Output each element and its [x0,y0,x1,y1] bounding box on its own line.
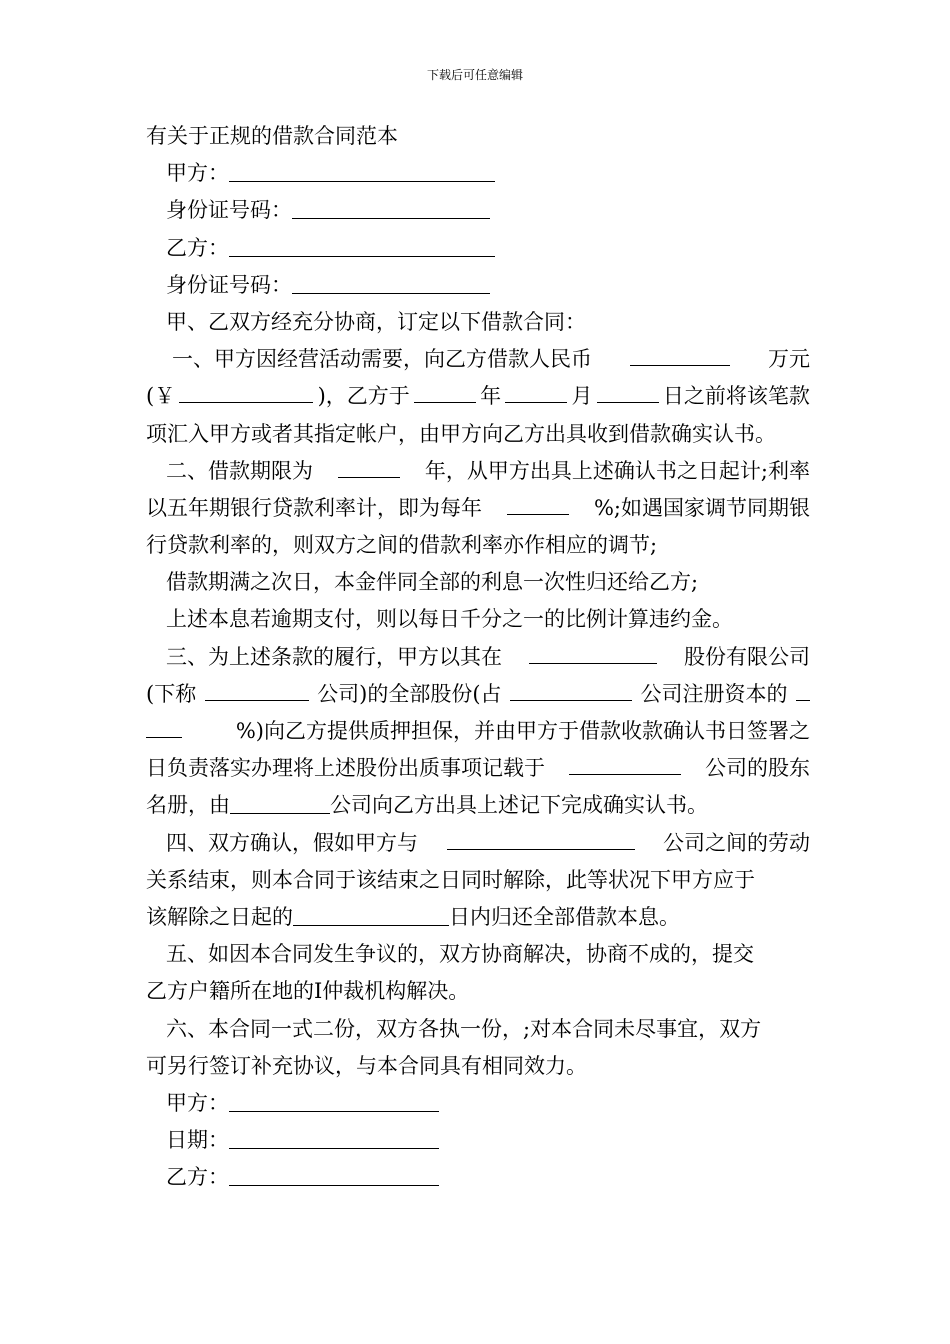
employer-company-blank[interactable] [447,825,635,850]
party-b-id-label: 身份证号码： [166,272,292,297]
page-header: 下载后可任意编辑 [426,68,523,82]
clause6-line2: 可另行签订补充协议，与本合同具有相同效力。 [146,1053,587,1078]
clause4-line2: 关系结束，则本合同于该结束之日同时解除，此等状况下甲方应于 [146,867,755,892]
interest-rate-blank[interactable] [507,490,569,515]
sign-date-blank[interactable] [229,1124,439,1149]
party-a-id-line [146,192,810,229]
clause4-line3 [146,899,810,936]
month-blank[interactable] [505,378,567,403]
clause2-text: 二、借款期限为 [166,458,313,483]
party-a-id-label: 身份证号码： [166,198,292,223]
sign-party-a-blank[interactable] [229,1087,439,1112]
share-percent-blank-start[interactable] [796,676,810,701]
clause2-text: 年，从甲方出具上述确认书之日起计;利率 [424,458,810,483]
clause1-text: 年 [480,384,502,409]
clause4-text: 公司之间的劳动 [663,830,810,855]
sign-date-line [146,1122,810,1159]
contract-title: 有关于正规的借款合同范本 [146,124,398,148]
contract-body [146,118,810,1196]
sign-date-label: 日期： [166,1128,229,1153]
loan-amount-numeric-blank[interactable] [179,378,313,403]
loan-term-blank[interactable] [338,453,400,478]
clause3-text: 三、为上述条款的履行，甲方以其在 [166,644,502,669]
clause2-line4: 借款期满之次日，本金伴同全部的利息一次性归还给乙方; [166,570,699,595]
clause3-text: 股份有限公司 [684,644,810,669]
clause1-text: (￥ [146,384,176,409]
sign-party-b-label: 乙方： [166,1165,229,1190]
clause3-text: 公司)的全部股份(占 [317,681,502,706]
clause3-line3 [146,713,810,750]
clause5-line2: 乙方户籍所在地的I仲裁机构解决。 [146,979,470,1004]
clause3-text: 日负责落实办理将上述股份出质事项记载于 [146,756,545,781]
clause4-text: 四、双方确认，假如甲方与 [166,830,418,855]
party-b-label: 乙方： [166,235,229,260]
clause3-text: %)向乙方提供质押担保，并由甲方于借款收款确认书日签署之 [235,719,810,743]
sign-party-a-label: 甲方： [166,1090,229,1115]
clause3-text: 名册，由 [146,793,230,818]
clause1-line3: 项汇入甲方或者其指定帐户，由甲方向乙方出具收到借款确实认书。 [146,421,776,446]
clause2-text: %;如遇国家调节同期银 [593,495,810,520]
clause1-text: )，乙方于 [317,384,410,409]
clause5-line1: 五、如因本合同发生争议的，双方协商解决，协商不成的，提交 [166,942,754,967]
intro-text: 甲、乙双方经充分协商，订定以下借款合同： [166,309,586,334]
clause3-text: 公司注册资本的 [640,681,788,706]
company-name-blank[interactable] [529,639,657,664]
year-blank[interactable] [414,378,476,403]
party-b-id-blank[interactable] [292,269,490,294]
clause3-text: 公司向乙方出具上述记下完成确实认书。 [330,793,708,818]
share-percent-blank[interactable] [146,713,182,738]
party-a-id-blank[interactable] [292,194,490,219]
sign-party-a-line [146,1085,810,1122]
clause3-line1 [146,639,810,676]
loan-amount-blank[interactable] [630,341,730,366]
day-blank[interactable] [597,378,659,403]
clause3-line2 [146,676,810,713]
clause1-line1 [146,341,810,378]
party-a-line [146,155,810,192]
clause2-line3: 行贷款利率的，则双方之间的借款利率亦作相应的调节; [146,533,658,558]
clause1-text: 万元 [768,347,810,372]
share-company-blank[interactable] [510,676,632,701]
clause4-text: 该解除之日起的 [146,904,293,929]
party-a-label: 甲方： [166,161,229,186]
registry-company-blank[interactable] [569,750,681,775]
clause1-text: 日之前将该笔款 [662,384,810,409]
clause1-text: 月 [571,384,593,409]
clause1-text: 一、甲方因经营活动需要，向乙方借款人民币 [172,347,592,372]
clause2-line2 [146,490,810,527]
clause2-line5: 上述本息若逾期支付，则以每日千分之一的比例计算违约金。 [166,607,733,632]
clause4-text: 日内归还全部借款本息。 [449,904,680,929]
sign-party-b-blank[interactable] [229,1161,439,1186]
party-a-blank[interactable] [229,157,495,182]
issuing-company-blank[interactable] [230,789,330,814]
clause4-line1 [146,825,810,862]
party-b-blank[interactable] [229,232,495,257]
company-short-name-blank[interactable] [205,676,309,701]
clause6-line1: 六、本合同一式二份，双方各执一份，;对本合同未尽事宜，双方 [166,1016,762,1041]
party-b-line [146,230,810,267]
clause2-line1 [146,453,810,490]
clause2-text: 以五年期银行贷款利率计，即为每年 [146,495,482,520]
clause3-line5 [146,787,810,824]
party-b-id-line [146,267,810,304]
clause3-text: 公司的股东 [705,756,810,781]
clause3-text: (下称 [146,681,197,706]
repay-days-blank[interactable] [293,901,449,926]
sign-party-b-line [146,1159,810,1196]
clause3-line4 [146,750,810,787]
clause1-line2 [146,378,810,415]
